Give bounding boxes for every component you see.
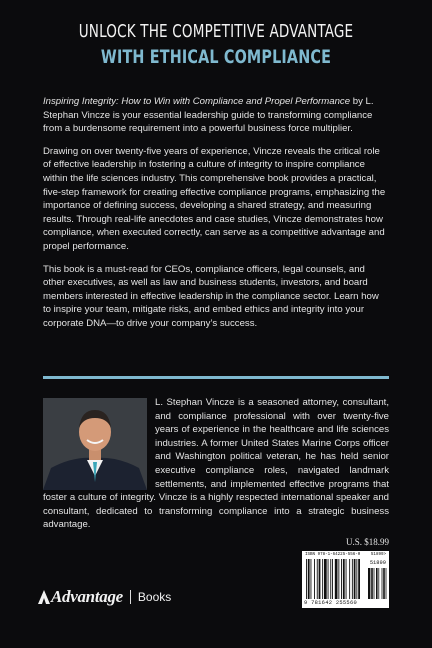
isbn-barcode	[302, 551, 389, 608]
author-bio	[43, 396, 389, 532]
publisher-logo	[37, 585, 171, 609]
publisher-name: Advantage	[51, 587, 123, 606]
description-paragraph-3: This book is a must-read for CEOs, compliance officers, legal counsels, and other executives, as well as law and business students, investors, and board members interested in effective leadership in the compliance sector. Learn how to inspire your team, mitigate risks, and embed ethics and integrity into your corporate DNA—to drive your company’s success.	[43, 263, 379, 329]
description-paragraph-1-text: by L. Stephan Vincze is your essential leadership guide to transforming compliance from a burdensome requirement into a powerful business force multiplier.	[43, 96, 374, 135]
description-paragraph-2: Drawing on over twenty-five years of experience, Vincze reveals the critical role of effective leadership in fostering a culture of integrity to inspire compliance within the life sciences industry. This comprehensive book provides a practical, five-step framework for creating effective compliance programs, emphasizing the importance of defining success, developing a shared strategy, and measuring results. Through real-life anecdotes and case studies, Vincze demonstrates how compliance, when executed correctly, can serve as a competitive advantage and propel performance.	[43, 145, 386, 252]
isbn-top-text: ISBN 978-1-64225-556-0	[305, 553, 361, 557]
heading-line-2: WITH ETHICAL COMPLIANCE	[100, 46, 332, 68]
price-label: U.S. $18.99	[345, 537, 389, 547]
isbn-number: 9 781642 255560	[304, 600, 358, 606]
supplement-number: 51899	[369, 560, 386, 566]
publisher-imprint: Books	[137, 590, 172, 604]
heading-line-1: UNLOCK THE COMPETITIVE ADVANTAGE	[78, 22, 354, 42]
photo-spacer	[43, 396, 155, 490]
back-cover-heading	[0, 22, 432, 68]
description-paragraph-1	[43, 95, 389, 136]
author-bio-text: L. Stephan Vincze is a seasoned attorney, consultant, and compliance professional with over twenty-five years of experience in the healthcare and life sciences industries. A former United States Marine Corps officer and Washington political veteran, he has held senior executive compliance roles, navigated landmark settlements, and implemented effective programs that foster a culture of integrity. Vincze is a highly respected international speaker and consultant, dedicated to transforming compliance into a strategic business advantage.	[43, 397, 389, 531]
book-title-italic: Inspiring Integrity: How to Win with Compliance and Propel Performance	[43, 96, 351, 107]
publisher-separator	[130, 590, 131, 604]
advantage-swoosh-icon	[37, 589, 51, 605]
supplement-top-text: 51899>	[370, 553, 386, 557]
section-divider	[43, 376, 389, 379]
book-description	[43, 95, 389, 340]
